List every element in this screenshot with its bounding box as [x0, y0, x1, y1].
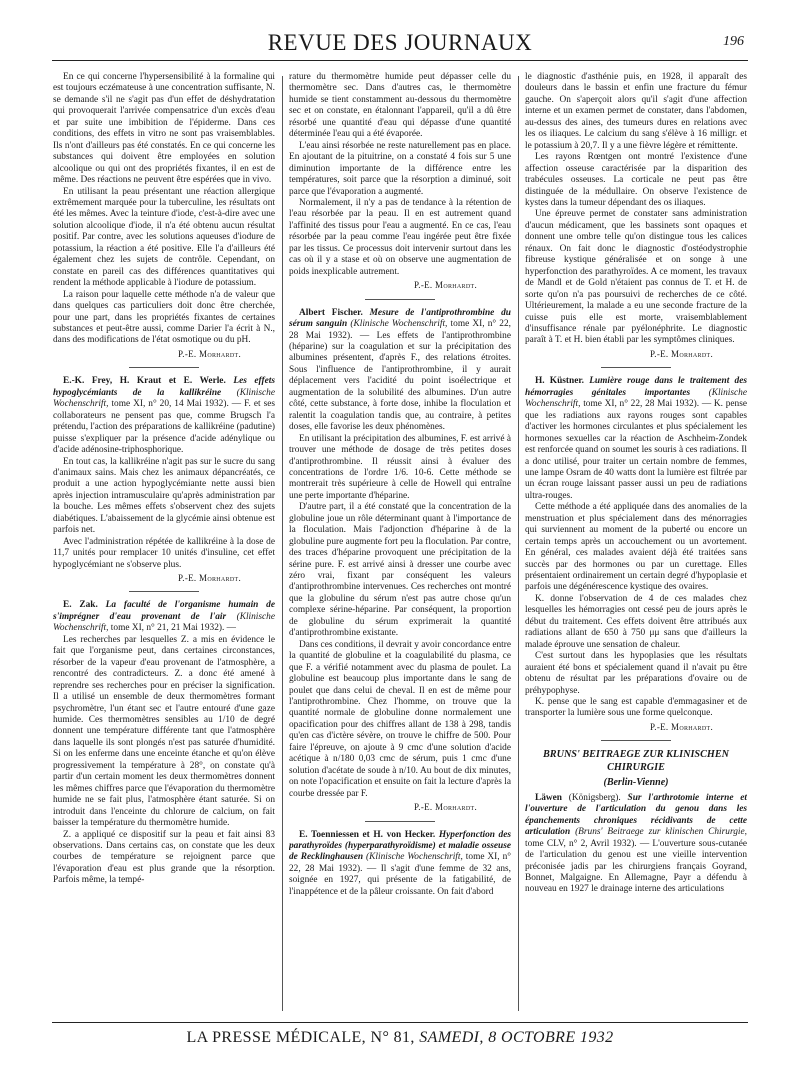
article-heading: E. Toenniessen et H. von Hecker. Hyperfonction des parathyroïdes (hyperparathyroïdisme) et maladie osseuse de Recklinghausen (Klinische Wochenschrift, tome XI, n° 22, 28 Mai 1932). — Il s'agit d'une femme de 32 ans, soignée en 1927, qui présente de la fatigabilité, de l'inappétence et de la pâleur croissante. On fait d'abord [289, 829, 511, 897]
paragraph: La raison pour laquelle cette méthode n'a de valeur que dans quelques cas particuliers doit donc être cherchée, pour une part, dans les propriétés fixantes de certaines substances et peut-être aussi, comme Darier l'a écrit à N., dans des modifications de l'état osmotique ou du pH. [53, 289, 275, 346]
separator [365, 299, 435, 300]
column-1 [53, 72, 275, 1022]
paragraph: Cette méthode a été appliquée dans des anomalies de la menstruation et plus spécialement dans des ménorragies qui surviennent au moment de la puberté ou encore un certain temps après un accouchement ou un avortement. En général, ces malades avaient déjà été traitées sans succès par des hormones ou par un curettage. Elles présentaient ordinairement un certain degré d'hypoplasie et parfois une dégénérescence kystique des ovaires. [525, 502, 747, 593]
column-3 [525, 72, 747, 1022]
article-frey-kraut-werle [53, 376, 275, 584]
article-reference: tome XI, n° 22, 28 Mai 1932). — [289, 319, 511, 341]
column-rule [518, 76, 519, 1011]
paragraph: Une épreuve permet de constater sans administration d'aucun médicament, que les bassinets sont opaques et donnent une ombre telle qu'on distingue tous les calices rénaux. On fait donc le diagnostic d'ostéodystrophie fibreuse kystique généralisée et on songe à une hyperfonction des parathyroïdes. A ce moment, les travaux de Mandl et de Gold n'étaient pas connus de T. et H. de sorte qu'on n'a pas poursuivi de recherches de ce côté. Ultérieurement, la malade a eu une seconde fracture de la cuisse puis elle est morte, vraisemblablement d'insuffisance rénale par pyélonéphrite. Le diagnostic paraît à T. et H. bien établi par les symptômes cliniques. [525, 209, 747, 346]
page-footer [52, 1022, 748, 1049]
page-number: 196 [723, 34, 744, 49]
paragraph: Les recherches par lesquelles Z. a mis en évidence le fait que l'organisme peut, dans certaines circonstances, résorber de la vapeur d'eau provenant de l'atmosphère, a rencontré des contradicteurs. Z. a donc été amené à reprendre ses recherches pour en préciser la signification. Il a utilisé un ensemble de deux thermomètres formant psychromètre, l'un étant sec et l'autre entouré d'une gaze humide. Ces thermomètres sensibles au 1/10 de degré donnent une température différente tant que l'atmosphère dans laquelle ils sont plongés n'est pas saturée d'humidité. Si on les enferme dans une enceinte étanche et qu'on élève progressivement la température à 28°, on constate qu'à partir d'un certain moment les deux thermomètres donnent les mêmes chiffres parce que l'évaporation du thermomètre humide ne se fait plus, l'atmosphère étant saturée. Si on introduit dans l'enceinte du chlorure de calcium, on fait baisser la température du thermomètre humide. [53, 634, 275, 829]
paragraph: C'est surtout dans les hypoplasies que les résultats auraient été bons et spécialement quand il n'avait pu être obtenu de résultat par les préparations d'ovaire ou de préhypophyse. [525, 651, 747, 696]
article-reference: tome XI, n° 20, 14 Mai 1932). — [111, 399, 242, 410]
article-heading: H. Küstner. Lumière rouge dans le traitement des hémorragies génitales importantes (Klinische Wochenschrift, tome XI, n° 22, 28 Mai 1932). — K. pense que les radiations aux rayons rouges sont capables d'activer les hormones circulantes et plus spécialement les hormones sexuelles car la réaction de Aschheim-Zondek est renforcée quand on soumet les souris à ces radiations. Il a donc utilisé, pour traiter un certain nombre de femmes, une lampe Osram de 40 watts dont la lumière est filtrée par un écran rouge laissant passer aussi un peu de radiations ultra-rouges. [525, 376, 747, 501]
paragraph: En utilisant la peau présentant une réaction allergique extrêmement marquée pour la tuberculine, les résultats ont été les mêmes. Avec la teinture d'iode, c'est-à-dire avec une solution alcoolique d'iode, il n'a été obtenu aucun résultat positif. Par contre, avec les solutions aqueuses d'iodure de potassium, la réaction a été positive. Elle l'a d'ailleurs été également chez les sujets de contrôle. Cependant, on constate en pareil cas des différences quantitatives qui rendent la méthode applicable à l'iodure de potassium. [53, 186, 275, 289]
separator [129, 591, 199, 592]
paragraph: rature du thermomètre humide peut dépasser celle du thermomètre sec. Dans d'autres cas, le thermomètre humide se tient constamment au-dessous du thermomètre sec et on constate, en étalonnant l'appareil, qu'il a dû être résorbé une quantité d'eau qui dépasse d'une quantité déterminée l'eau qui a été évaporée. [289, 72, 511, 140]
signature: P.-E. Morhardt. [413, 802, 477, 813]
article-title: Mesure de l'antiprothrombine du sérum sanguin [289, 307, 511, 330]
paragraph: L'eau ainsi résorbée ne reste naturellement pas en place. En ajoutant de la pituitrine, on a constaté 4 fois sur 5 une diminution importante de la différence entre les températures, soit parce que la résorption a diminué, soit parce que l'évaporation a augmenté. [289, 140, 511, 197]
article-journal: (Klinische Wochenschrift, [350, 319, 448, 330]
separator [365, 821, 435, 822]
article-authors: Albert Fischer. [299, 307, 363, 318]
paragraph: Avec l'administration répétée de kallikréine à la dose de 11,7 unités pour remplacer 10 unités d'insuline, cet effet hypoglycémiant ne s'observe plus. [53, 536, 275, 570]
article-authors: H. Küstner. [535, 376, 584, 387]
article-journal: (Klinische Wochenschrift, [53, 387, 275, 410]
article-reference: tome XI, n° 21, 21 Mai 1932). — [110, 623, 236, 634]
article-reference: tome XI, n° 22, 28 Mai 1932). [289, 852, 511, 874]
signature: P.-E. Morhardt. [177, 348, 241, 359]
article-heading: Albert Fischer. Mesure de l'antiprothrombine du sérum sanguin (Klinische Wochenschrift, tome XI, n° 22, 28 Mai 1932). — Les effets de l'antiprothrombine (héparine) sur la coagulation et sur la précipitation des albumines présentent, d'après F., des relations étroites. Sous l'influence de l'antiprothrombine, il y aurait déplacement vers l'acidité du point isoélectrique et augmentation de la solubilité des albumines. D'un autre côté, cette substance, à forte dose, inhibe la floculation et ralentit la coagulation tandis que, au contraire, à petites doses, elle favorise les deux phénomènes. [289, 307, 511, 433]
publication-line [52, 1029, 748, 1047]
separator [601, 740, 671, 741]
paragraph: Les rayons Rœntgen ont montré l'existence d'une affection osseuse caractérisée par la disparition des trabécules osseuses. La corticale ne peut pas être distinguée de la médullaire. On observe l'existence de kystes dans la tumeur dépendant des os iliaques. [525, 152, 747, 208]
section-heading: BRUNS' BEITRAEGE ZUR KLINISCHEN CHIRURGIE [543, 749, 729, 773]
article-lawen [525, 793, 747, 896]
article-zak [53, 600, 275, 886]
paragraph: D'autre part, il a été constaté que la concentration de la globuline joue un rôle déterminant quant à l'importance de la floculation. Mais l'adjonction d'héparine à de la globuline pure augmente fort peu la floculation. Par contre, des traces d'héparine provoquent une précipitation de la sérine pure. F. est arrivé ainsi à dresser une courbe avec zéro vrai, fixant par conséquent les valeurs d'antiprothrombine intervenues. Ces recherches ont montré que la globuline du sérum n'est pas autre chose qu'un complexe sérine-héparine. Par conséquent, la proportion de globuline du sérum exprimerait la quantité d'antiprothrombine existante. [289, 502, 511, 639]
journal-section-title: REVUE DES JOURNAUX [267, 30, 533, 55]
article-reference: tome CLV, n° 2, Avril 1932). [525, 838, 637, 849]
article-heading: Läwen (Königsberg). Sur l'arthrotomie interne et l'ouverture de l'articulation du genou dans les épanchements chroniques récidivants de cette articulation (Bruns' Beitraege zur klinischen Chirurgie, tome CLV, n° 2, Avril 1932). — L'ouverture sous-cutanée de l'articulation du genou est une vieille intervention préconisée jadis par les chirurgiens français Goyrand, Bonnet, Malgaigne. En Allemagne, Payr a défendu à nouveau en 1927 le drainage interne des articulations [525, 792, 747, 895]
signature: P.-E. Morhardt. [649, 721, 713, 732]
signature: P.-E. Morhardt. [649, 348, 713, 359]
publication-date: SAMEDI, 8 OCTOBRE 1932 [419, 1029, 614, 1046]
section-subheading: (Berlin-Vienne) [603, 777, 669, 789]
article-title: Les effets hypoglycémiants de la kallikréine [53, 376, 275, 398]
article-title: La faculté de l'organisme humain de s'imprégner d'eau provenant de l'air [53, 600, 275, 622]
signature: P.-E. Morhardt. [413, 280, 477, 291]
article-columns [53, 72, 751, 1022]
paragraph: Normalement, il n'y a pas de tendance à la rétention de l'eau résorbée par la peau. Il en est autrement quand l'affinité des tissus pour l'eau a augmenté. En ce cas, l'eau résorbée par la peau comme l'eau ingérée peut être fixée par les tissus. Ce processus doit intervenir surtout dans les cas où il y a stase et où on observe une augmentation de poids inexplicable autrement. [289, 197, 511, 277]
page-header [52, 28, 748, 61]
article-journal: (Bruns' Beitraege zur klinischen Chirurgie, [575, 827, 747, 838]
article-fischer [289, 308, 511, 814]
publication-name: LA PRESSE MÉDICALE, N° 81, [186, 1029, 415, 1046]
article-authors: E. Zak. [63, 600, 98, 611]
article-journal: (Klinische Wochenschrift, [525, 387, 747, 410]
column-rule [282, 76, 283, 1011]
paragraph: Dans ces conditions, il devrait y avoir concordance entre la quantité de globuline et la coagulabilité du plasma, ce que F. a vérifié notamment avec du plasma de poulet. La globuline est beaucoup plus importante dans le sang de poulet que dans celui de cheval. Il en est de même pour l'antiprothrombine. Chez l'homme, on trouve que la quantité normale de globuline donne normalement une opacification pour des chiffres allant de 138 à 298, tandis qu'en cas d'ictère sévère, on trouve le chiffre de 500. Pour faire l'épreuve, on ajoute à 9 cmc d'une solution d'acide acétique à n/180 0,03 cmc de sérum, puis 1 cmc d'une solution d'acétate de soude à n/10. Au bout de dix minutes, on note l'opacification et ensuite on fait la lecture d'après la courbe dressée par F. [289, 639, 511, 799]
article-kustner [525, 376, 747, 733]
paragraph: le diagnostic d'asthénie puis, en 1928, il apparaît des douleurs dans le bassin et enfin une fracture du fémur gauche. On s'aperçoit alors qu'il s'agit d'une affection interne et un examen permet de constater, dans l'abdomen, au-dessus des aines, des tumeurs dures en relations avec les os iliaques. Le calcium du sang s'élève à 16 milligr. et le potassium à 20,7. Il y a une fièvre légère et rémittente. [525, 72, 747, 151]
paragraph: En ce qui concerne l'hypersensibilité à la formaline qui est toujours eczémateuse à une concentration suffisante, N. se demande s'il ne s'agit pas d'un effet de déshydratation qui provoquerait l'arrivée compensatrice d'un excès d'eau et par suite une imbibition de l'épiderme. Dans ces conditions, des effets in vitro ne sont pas vraisemblables. Ils n'ont d'ailleurs pas été constatés. En ce qui concerne les substances qui doivent être employées en solution alcoolique ou qui ont des propriétés fixantes, il en est de même. Des réactions ne peuvent être espérées que in vivo. [53, 72, 275, 186]
article-heading: E.-K. Frey, H. Kraut et E. Werle. Les effets hypoglycémiants de la kallikréine (Klinische Wochenschrift, tome XI, n° 20, 14 Mai 1932). — F. et ses collaborateurs ne pensent pas que, comme Brugsch l'a prétendu, l'action des préparations de kallikréine (padutine) puisse s'expliquer par la présence d'acide adénylique ou d'acide adénosine-triphosphorique. [53, 376, 275, 456]
article-reference: tome XI, n° 22, 28 Mai 1932). [583, 399, 700, 410]
separator [129, 367, 199, 368]
paragraph: K. pense que le sang est capable d'emmagasiner et de transporter la lumière sous une forme quelconque. [525, 697, 747, 719]
article-journal: (Klinische Wochenschrift, [53, 611, 275, 634]
article-title: Sur l'arthrotomie interne et l'ouverture de l'articulation du genou dans les épanchements chroniques récidivants de cette articulation [525, 792, 747, 838]
paragraph: En tout cas, la kallikréine n'agit pas sur le sucre du sang d'animaux sains. Mais chez les animaux dépancréatés, ce produit a une action hypoglycémiante nette aussi bien après injection intramusculaire qu'après administration par la bouche. Les mêmes effets s'observent chez des sujets diabétiques. L'abaissement de la glycémie ainsi obtenue est parfois net. [53, 456, 275, 536]
paragraph: En utilisant la précipitation des albumines, F. est arrivé à trouver une méthode de dosage de très petites doses d'antiprothrombine. Il réussit ainsi à évaluer des concentrations de l'ordre 1/6. 10-6. Cette méthode se montrerait très supérieure à celle de Howell qui entraîne une perte importante d'héparine. [289, 433, 511, 501]
column-2 [289, 72, 511, 1022]
article-place: (Königsberg). [568, 792, 621, 803]
article-title: Hyperfonction des parathyroïdes (hyperparathyroïdisme) et maladie osseuse de Recklinghausen [289, 829, 511, 863]
signature: P.-E. Morhardt. [177, 573, 241, 584]
article-heading [53, 600, 275, 634]
article-toenniessen-hecker [289, 830, 511, 899]
article-authors: E.-K. Frey, H. Kraut et E. Werle. [63, 376, 226, 387]
separator [601, 367, 671, 368]
article-title: Lumière rouge dans le traitement des hémorragies génitales importantes [525, 376, 747, 398]
article-authors: E. Toenniessen et H. von Hecker. [299, 829, 436, 840]
article-journal: (Klinische Wochenschrift, [366, 852, 463, 863]
article-authors: Läwen [535, 792, 562, 803]
paragraph: Z. a appliqué ce dispositif sur la peau et fait ainsi 83 observations. Dans certains cas, on constate que les deux courbes de température se rejoignent parce que l'évaporation d'eau est plus grande que la résorption. Parfois même, la tempé- [53, 829, 275, 886]
paragraph: K. donne l'observation de 4 de ces malades chez lesquelles les hémorragies ont cessé peu de jours après le début du traitement. Ces effets doivent être attribués aux radiations allant de 650 à 750 μμ sans que d'ailleurs la malade éprouve une sensation de chaleur. [525, 593, 747, 650]
